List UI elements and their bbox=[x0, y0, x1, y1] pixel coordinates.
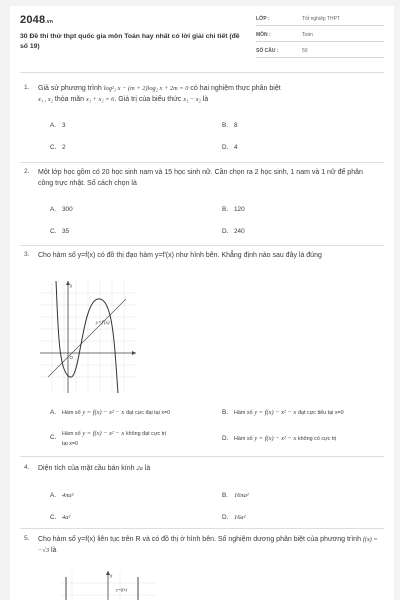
document-header bbox=[20, 14, 384, 66]
question-text bbox=[38, 84, 378, 105]
question-text: Một lớp học gồm có 20 học sinh nam và 15 học sinh nữ. Cần chọn ra 2 học sinh, 1 nam và 1 nữ để phân công trực nhật. Số cách chọn là bbox=[38, 169, 363, 187]
option-text bbox=[234, 409, 344, 416]
option-text bbox=[62, 409, 170, 416]
option-text: 4a² bbox=[62, 514, 71, 521]
option-text: 4 bbox=[234, 144, 238, 151]
meta-value: Tốt nghiệp THPT bbox=[302, 16, 340, 22]
option-letter: C. bbox=[50, 434, 57, 441]
option-text: 3 bbox=[62, 122, 66, 129]
question-text-part: Cho hàm số y=f(x) liên tục trên R và có đồ thị ở hình bên. Số nghiệm dương phân biệt của phương trình bbox=[38, 536, 361, 543]
math-formula: x₁ + x₂ = 6 bbox=[86, 95, 115, 103]
divider bbox=[20, 245, 384, 246]
question-number: 1. bbox=[24, 84, 30, 91]
option-text-part: không có cực trị bbox=[297, 436, 337, 442]
question-3 bbox=[24, 251, 374, 451]
option-letter: D. bbox=[222, 435, 229, 442]
logo-suffix: .vn bbox=[45, 19, 54, 25]
question-text-part: Diện tích của mặt cầu bán kính bbox=[38, 465, 135, 472]
document-page bbox=[10, 6, 394, 600]
option-letter: C. bbox=[50, 514, 57, 521]
question-text bbox=[38, 535, 378, 556]
question-text-part: . Giá trị của biểu thức bbox=[114, 95, 182, 103]
option-letter: A. bbox=[50, 122, 57, 129]
math-formula: f(x) = −√3 bbox=[38, 536, 378, 554]
option-text-part: Hàm số bbox=[234, 410, 253, 416]
option-text bbox=[234, 435, 336, 442]
line-y-equals-x bbox=[48, 299, 126, 377]
option-text: 16πa² bbox=[234, 492, 249, 499]
question-text-part: là bbox=[144, 465, 151, 472]
option-letter: D. bbox=[222, 514, 229, 521]
question-text-part: là bbox=[202, 95, 209, 103]
option-text-part: Hàm số bbox=[62, 431, 81, 437]
y-axis-label: y bbox=[110, 573, 113, 578]
option-letter: B. bbox=[222, 409, 229, 416]
meta-key: MÔN : bbox=[256, 32, 271, 38]
question-1 bbox=[24, 84, 374, 162]
math-formula: y = f(x) − x² − x bbox=[82, 409, 125, 416]
option-text-part: Hàm số bbox=[234, 436, 253, 442]
option-text-part: Hàm số bbox=[62, 410, 81, 416]
option-letter: A. bbox=[50, 409, 57, 416]
option-text: 120 bbox=[234, 206, 245, 213]
question-number: 3. bbox=[24, 251, 30, 258]
graph-curve-label: y=f(x) bbox=[116, 587, 128, 592]
document-title: 30 Đề thi thử thpt quốc gia môn Toán hay nhất có lời giải chi tiết (đề số 19) bbox=[20, 33, 240, 50]
option-letter: B. bbox=[222, 492, 229, 499]
meta-subject bbox=[256, 30, 384, 42]
question-5 bbox=[24, 535, 378, 600]
math-formula: y = f(x) − x² − x bbox=[82, 430, 125, 437]
graph-curve-label: y=f'(x) bbox=[96, 321, 110, 326]
meta-grade bbox=[256, 14, 384, 26]
divider bbox=[20, 456, 384, 457]
x-axis-arrow bbox=[132, 351, 136, 355]
site-logo[interactable] bbox=[20, 14, 53, 26]
math-formula: y = f(x) − x² − x bbox=[254, 435, 297, 442]
option-letter: A. bbox=[50, 492, 57, 499]
question-text-part: là bbox=[50, 546, 57, 554]
function-graph bbox=[60, 571, 156, 600]
math-formula: y = f(x) − x² − x bbox=[254, 409, 297, 416]
option-letter: B. bbox=[222, 206, 229, 213]
option-letter: D. bbox=[222, 144, 229, 151]
option-letter: C. bbox=[50, 228, 57, 235]
option-text: 300 bbox=[62, 206, 73, 213]
option-letter: B. bbox=[222, 122, 229, 129]
origin-label: O bbox=[69, 355, 74, 360]
option-text-part: đạt cực đại tại x=0 bbox=[125, 410, 171, 416]
question-text: Cho hàm số y=f(x) có đồ thị đạo hàm y=f'(x) như hình bên. Khẳng định nào sau đây là đúng bbox=[38, 252, 322, 259]
option-text-part: không đạt cực trị bbox=[125, 431, 167, 437]
option-letter: A. bbox=[50, 206, 57, 213]
option-letter: C. bbox=[50, 144, 57, 151]
divider bbox=[20, 72, 384, 73]
option-text-part: tại x=0 bbox=[62, 441, 79, 447]
question-number: 4. bbox=[24, 464, 30, 471]
option-text: 16a² bbox=[234, 514, 246, 521]
meta-value: 50 bbox=[302, 48, 308, 54]
question-2 bbox=[24, 168, 374, 243]
option-text: 4πa² bbox=[62, 492, 74, 499]
question-number: 5. bbox=[24, 535, 30, 542]
option-letter: D. bbox=[222, 228, 229, 235]
math-formula: x₁ − x₂ bbox=[183, 95, 201, 103]
option-text: 2 bbox=[62, 144, 66, 151]
math-formula: 2a bbox=[136, 465, 143, 472]
meta-key: SỐ CÂU : bbox=[256, 48, 279, 54]
option-text: 8 bbox=[234, 122, 238, 129]
option-text: 35 bbox=[62, 228, 70, 235]
divider bbox=[20, 162, 384, 163]
question-4 bbox=[24, 464, 374, 534]
math-formula: x₁ , x₂ bbox=[38, 95, 53, 103]
option-text bbox=[62, 429, 166, 449]
option-text-part: đạt cực tiểu tại x=0 bbox=[297, 410, 344, 416]
meta-value: Toán bbox=[302, 32, 313, 38]
question-text-part: thỏa mãn bbox=[54, 95, 85, 103]
meta-key: LỚP : bbox=[256, 16, 270, 22]
meta-question-count bbox=[256, 46, 384, 58]
divider bbox=[20, 528, 384, 529]
derivative-graph bbox=[40, 281, 136, 393]
question-text-part: có hai nghiệm thực phân biệt bbox=[190, 85, 281, 92]
question-text-part: Giả sử phương trình bbox=[38, 85, 102, 92]
curve-f-prime bbox=[56, 281, 118, 393]
logo-text: 2048 bbox=[20, 14, 46, 26]
question-text bbox=[38, 464, 378, 475]
option-text: 240 bbox=[234, 228, 245, 235]
y-axis-label: y bbox=[70, 283, 73, 288]
math-formula: log²₂ x − (m + 2)log₂ x + 2m = 0 bbox=[103, 85, 189, 92]
question-number: 2. bbox=[24, 168, 30, 175]
